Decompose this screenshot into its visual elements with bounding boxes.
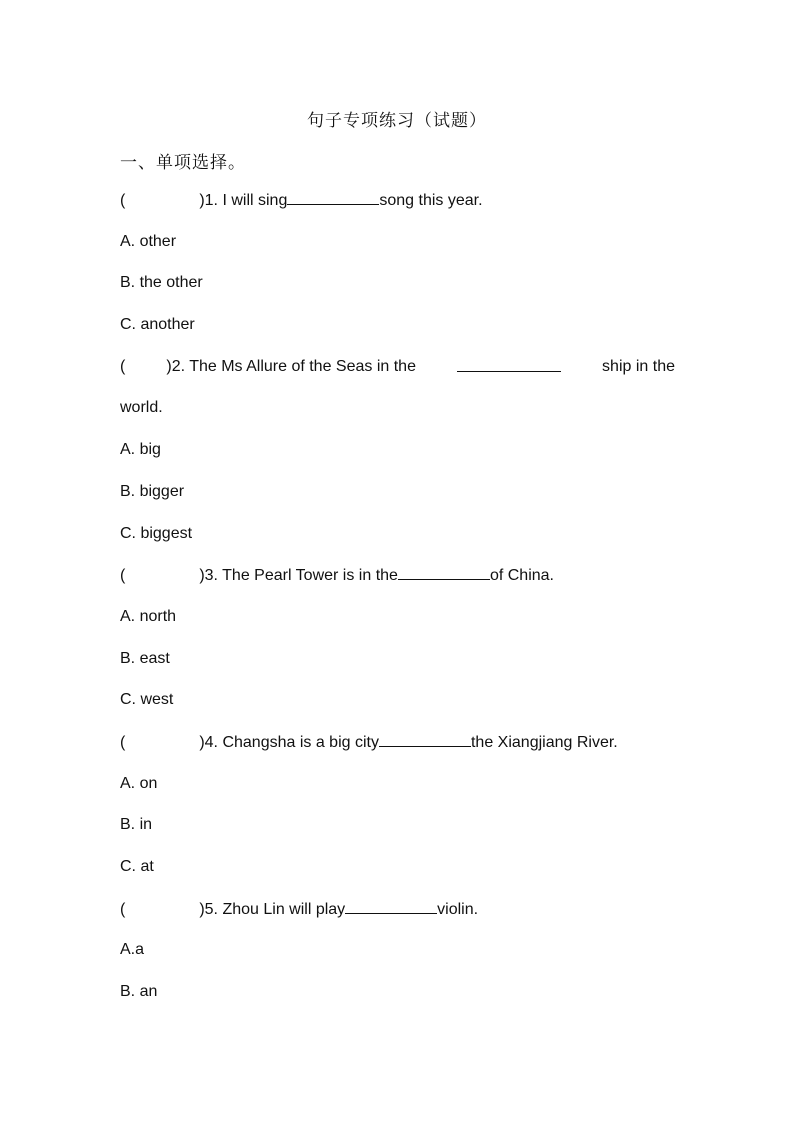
fill-blank [287,188,379,205]
option-b: B. bigger [120,482,185,500]
question-text: )1. I will sing [199,192,288,209]
question-2 [120,355,675,397]
question-text-end: ship in the [602,357,675,375]
option-b: B. an [120,983,158,1001]
question-list [120,188,690,1022]
question-text: )3. The Pearl Tower is in the [199,567,398,585]
fill-blank [398,563,490,580]
section-heading: 一、单项选择。 [120,153,246,172]
option-b: B. the other [120,274,203,292]
answer-paren: ( [120,567,126,585]
fill-blank [345,897,437,914]
question-text-end: violin. [437,900,479,918]
question-3 [120,563,690,605]
page-title: 句子专项练习（试题） [307,111,487,130]
question-5 [120,897,690,939]
option-a: A.a [120,941,145,959]
question-text: )2. The Ms Allure of the Seas in the [166,357,416,375]
option-a: A. big [120,441,161,459]
answer-paren: ( [120,900,126,918]
fill-blank [379,730,471,747]
option-c: C. biggest [120,524,193,542]
option-c: C. west [120,691,174,709]
answer-paren: ( [120,357,126,375]
question-continuation: world. [120,399,163,417]
question-text-end: the Xiangjiang River. [470,733,618,751]
question-text-end: song this year. [379,192,483,209]
option-a: A. north [120,607,177,625]
question-text: )5. Zhou Lin will play [199,900,346,918]
question-4 [120,730,690,772]
answer-paren: ( [120,733,126,751]
answer-paren: ( [120,192,126,209]
option-b: B. east [120,649,170,667]
fill-blank [457,355,561,372]
option-b: B. in [120,816,153,834]
question-text-end: of China. [489,567,554,585]
option-c: C. at [120,858,154,875]
option-a: A. on [120,774,158,792]
question-1 [120,188,690,230]
option-c: C. another [120,316,195,334]
question-text: )4. Changsha is a big city [199,733,379,751]
option-a: A. other [120,232,177,250]
